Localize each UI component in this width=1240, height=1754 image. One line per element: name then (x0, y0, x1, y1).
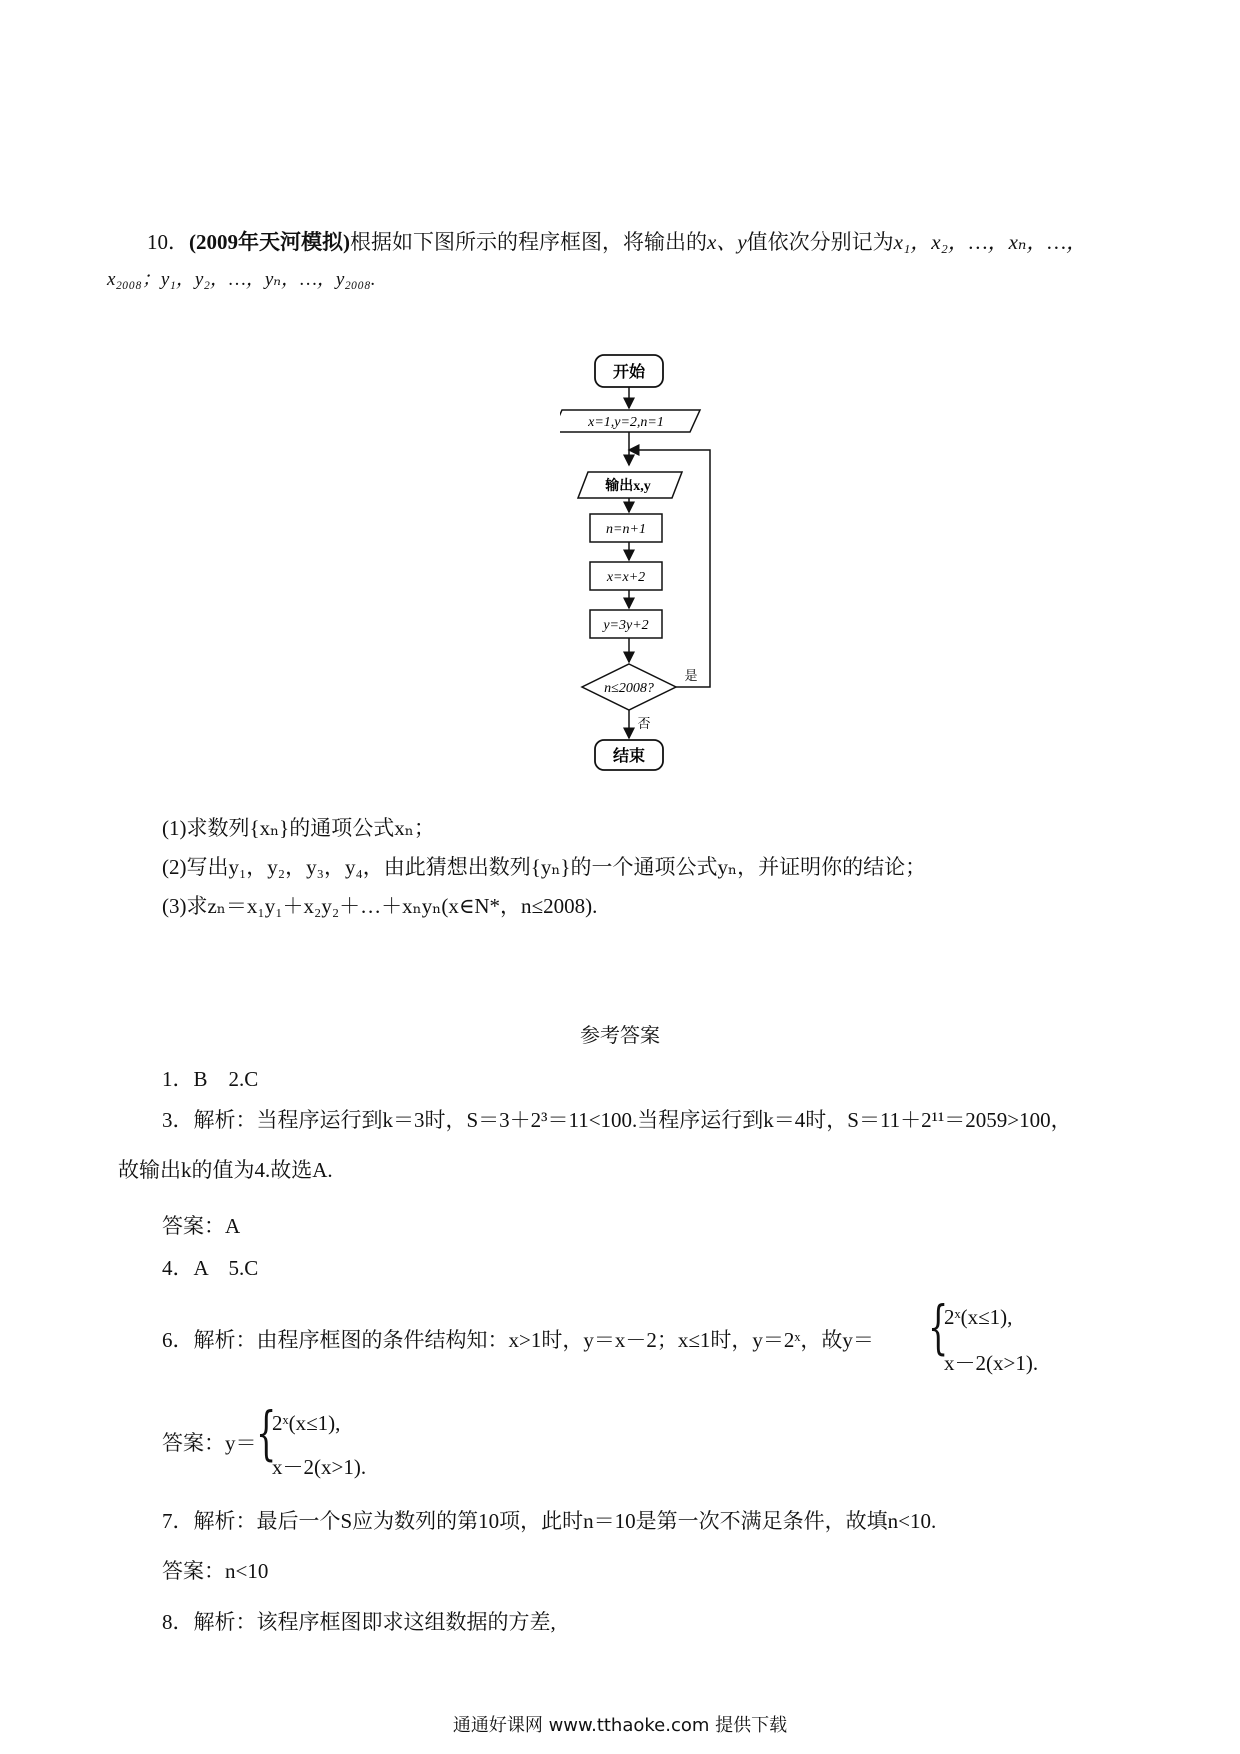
start-label: 开始 (612, 364, 646, 381)
question-text-2: 值依次分别记为 (746, 230, 894, 254)
program-flowchart (560, 350, 740, 775)
answer-3-line1: 3．解析：当程序运行到k＝3时，S＝3＋2³＝11<100.当程序运行到k＝4时，S＝11＋2¹¹＝2059>100， (162, 1108, 1072, 1132)
answer-6-final-label: 答案：y＝ (162, 1431, 257, 1455)
step-n-label: n=n+1 (606, 522, 646, 537)
init-label: x=1,y=2,n=1 (588, 415, 664, 430)
question-seq-x: x₁，x₂，…，xₙ，…， (893, 230, 1088, 254)
step-x-label: x=x+2 (606, 570, 646, 585)
answer-7: 7．解析：最后一个S应为数列的第10项，此时n＝10是第一次不满足条件，故填n<10. (162, 1509, 937, 1533)
footer: 通通好课网 www.tthaoke.com 提供下载 (452, 1715, 788, 1736)
question-1: (1)求数列{xₙ}的通项公式xₙ； (162, 816, 435, 840)
yes-label: 是 (684, 668, 698, 683)
no-label: 否 (637, 716, 651, 731)
answer-6-text: 6．解析：由程序框图的条件结构知：x>1时，y＝x－2；x≤1时，y＝2ˣ，故y＝ (162, 1328, 874, 1352)
q10-line2: x₂₀₀₈；y₁，y₂，…，yₙ，…，y₂₀₀₈. (107, 269, 376, 290)
answer-6-case1: 2ˣ(x≤1), (944, 1305, 1013, 1329)
brace-icon: { (928, 1293, 949, 1361)
brace-icon: { (256, 1399, 277, 1467)
question-number: 10． (147, 230, 189, 254)
answer-6-final-case1: 2ˣ(x≤1), (272, 1411, 341, 1435)
step-y-label: y=3y+2 (603, 618, 649, 633)
end-label: 结束 (612, 748, 646, 765)
answer-8: 8．解析：该程序框图即求这组数据的方差, (162, 1610, 556, 1634)
question-vars: x、y (707, 230, 747, 254)
output-label: 输出x,y (605, 479, 651, 494)
answer-4-5: 4．A 5.C (162, 1256, 259, 1280)
answers-heading: 参考答案 (580, 1025, 660, 1047)
answer-1-2: 1．B 2.C (162, 1067, 259, 1091)
question-3: (3)求zₙ＝x₁y₁＋x₂y₂＋…＋xₙyₙ(x∈N*，n≤2008). (162, 894, 598, 918)
question-source: (2009年天河模拟) (189, 230, 350, 254)
question-text: 根据如下图所示的程序框图，将输出的 (350, 230, 707, 254)
answer-6-case2: x－2(x>1). (944, 1351, 1039, 1375)
answer-7-final: 答案：n<10 (162, 1559, 269, 1583)
answer-3-final: 答案：A (162, 1214, 241, 1238)
answer-6-final-case2: x－2(x>1). (272, 1455, 367, 1479)
question-2: (2)写出y₁，y₂，y₃，y₄，由此猜想出数列{yₙ}的一个通项公式yₙ，并证明你的结论； (162, 855, 927, 879)
q10-line1 (147, 232, 1087, 253)
answer-3-line2: 故输出k的值为4.故选A. (118, 1158, 333, 1182)
condition-label: n≤2008? (604, 681, 654, 696)
